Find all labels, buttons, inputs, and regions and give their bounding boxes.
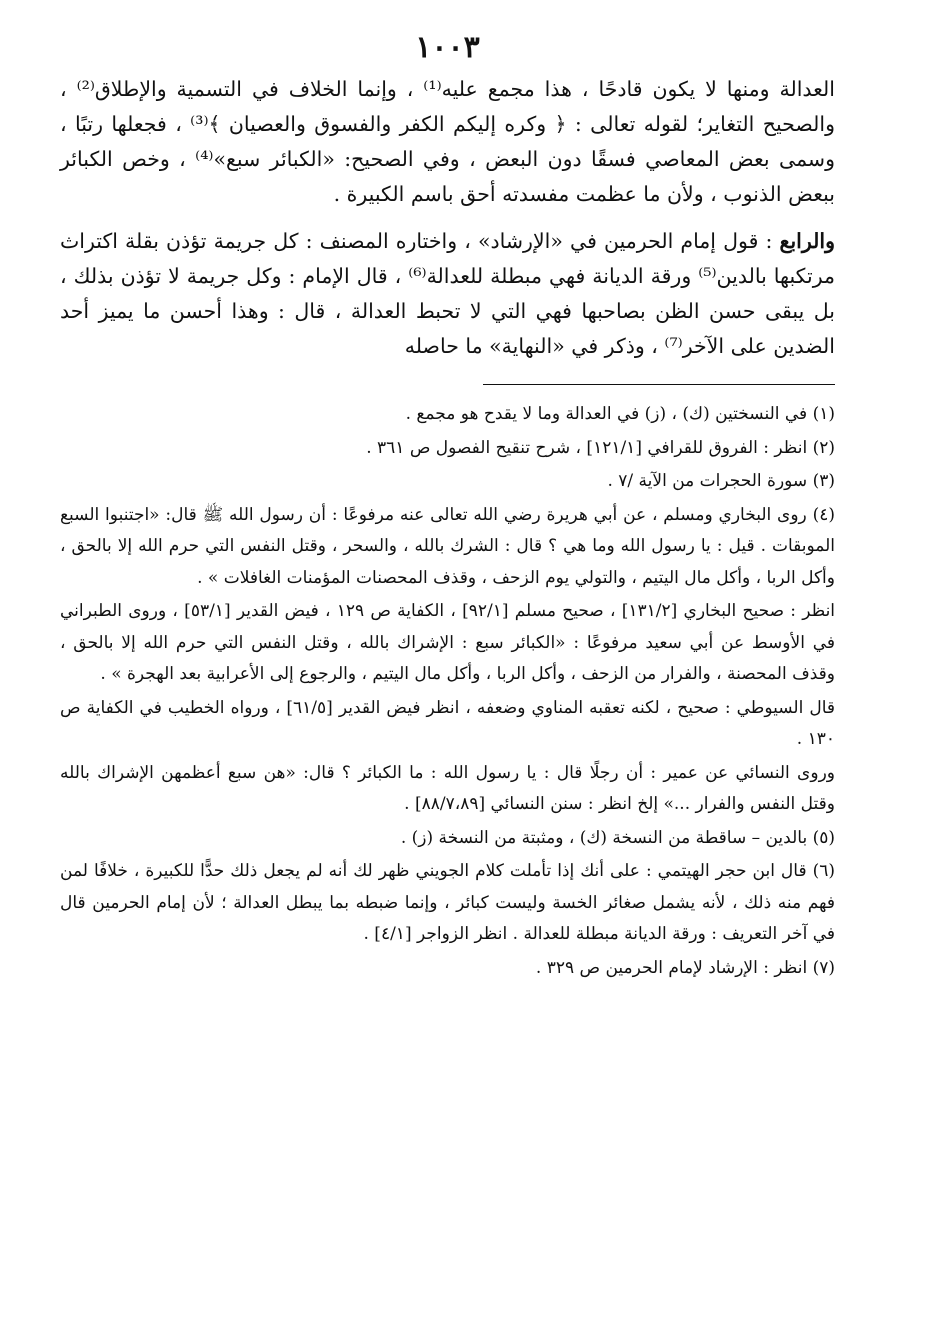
footnote-divider: [483, 384, 835, 385]
body-paragraph-2: [60, 224, 835, 364]
paragraph-gap: [60, 212, 835, 224]
body-paragraph-2-text: : قول إمام الحرمين في «الإرشاد» ، واختاره المصنف : كل جريمة تؤذن بقلة اكتراث مرتكبها بالدين⁽⁵⁾ ورقة الديانة فهي مبطلة للعدالة⁽⁶⁾ ، قال الإمام : وكل جريمة لا تؤذن بذلك ، بل يبقى حسن الظن بصاحبها فهي التي لا تحبط العدالة ، قال : وهذا أحسن ما يميز أحد الضدين على الآخر⁽⁷⁾ ، وذكر في «النهاية» ما حاصله: [60, 229, 835, 358]
footnote-3: (٣) سورة الحجرات من الآية /٧ .: [607, 471, 835, 491]
footnote-1: (١) في النسختين (ك) ، (ز) في العدالة وما لا يقدح هو مجمع .: [405, 404, 835, 424]
footnote-7: (٧) انظر : الإرشاد لإمام الحرمين ص ٣٢٩ .: [535, 957, 835, 978]
page-number: ١٠٠٣: [415, 30, 480, 65]
footnote-4: (٤) روى البخاري ومسلم ، عن أبي هريرة رضي الله تعالى عنه مرفوعًا : أن رسول الله ﷺ قال: «اجتنبوا السبع الموبقات . قيل : يا رسول الله وما هي ؟ قال : الشرك بالله ، والسحر ، وقتل النفس التي حرم الله إلا بالحق ، وأكل الربا ، وأكل مال اليتيم ، والتولي يوم الزحف ، وقذف المحصنات المؤمنات الغافلات » .: [60, 504, 835, 588]
footnote-4-references: انظر : صحيح البخاري [١٣١/٢] ، صحيح مسلم [٩٢/١] ، الكفاية ص ١٢٩ ، فيض القدير [٥٣/١] ، وروى الطبراني في الأوسط عن أبي سعيد مرفوعًا : «الكبائر سبع : الإشراك بالله ، وقتل النفس التي حرم الله إلا بالحق ، وقذف المحصنة ، والفرار من الزحف ، وأكل الربا ، وأكل مال اليتيم ، والرجوع إلى الأعرابية بعد الهجرة » .: [60, 601, 836, 684]
paragraph-lead: والرابع: [779, 229, 835, 253]
footnote-2: (٢) انظر : الفروق للقرافي [١٢١/١] ، شرح تنقيح الفصول ص ٣٦١ .: [366, 437, 835, 458]
footnote-4-suyuti: قال السيوطي : صحيح ، لكنه تعقبه المناوي وضعفه ، انظر فيض القدير [٦١/٥] ، ورواه الخطيب في الكفاية ص ١٣٠ .: [60, 697, 835, 749]
footnote-6: (٦) قال ابن حجر الهيتمي : على أنك إذا تأملت كلام الجويني ظهر لك أنه لم يجعل ذلك حدًّا للكبيرة ، خلافًا لمن فهم منه ذلك ، لأنه يشمل صغائر الخسة وليست كبائر ، وإنما ضبطه بما يبطل العدالة ؛ لأن إمام الحرمين قال في آخر التعريف : ورقة الديانة مبطلة للعدالة . انظر الزواجر [٤/١] .: [60, 861, 835, 944]
footnote-4-nasai: وروى النسائي عن عمير : أن رجلًا قال : يا رسول الله : ما الكبائر ؟ قال: «هن سبع أعظمهن الإشراك بالله وقتل النفس والفرار ...» إلخ انظر : سنن النسائي [٨٨/٧،٨٩] .: [60, 762, 835, 814]
document-page: [60, 28, 835, 1318]
body-paragraph-1: العدالة ومنها لا يكون قادحًا ، هذا مجمع عليه⁽¹⁾ ، وإنما الخلاف في التسمية والإطلاق⁽²⁾ ، والصحيح التغاير؛ لقوله تعالى : ﴿ وكره إليكم الكفر والفسوق والعصيان ﴾⁽³⁾ ، فجعلها رتبًا ، وسمى بعض المعاصي فسقًا دون البعض ، وفي الصحيح: «الكبائر سبع»⁽⁴⁾ ، وخص الكبائر ببعض الذنوب ، ولأن ما عظمت مفسدته أحق باسم الكبيرة .: [60, 77, 836, 206]
footnote-5: (٥) بالدين – ساقطة من النسخة (ك) ، ومثبتة من النسخة (ز) .: [400, 827, 835, 848]
